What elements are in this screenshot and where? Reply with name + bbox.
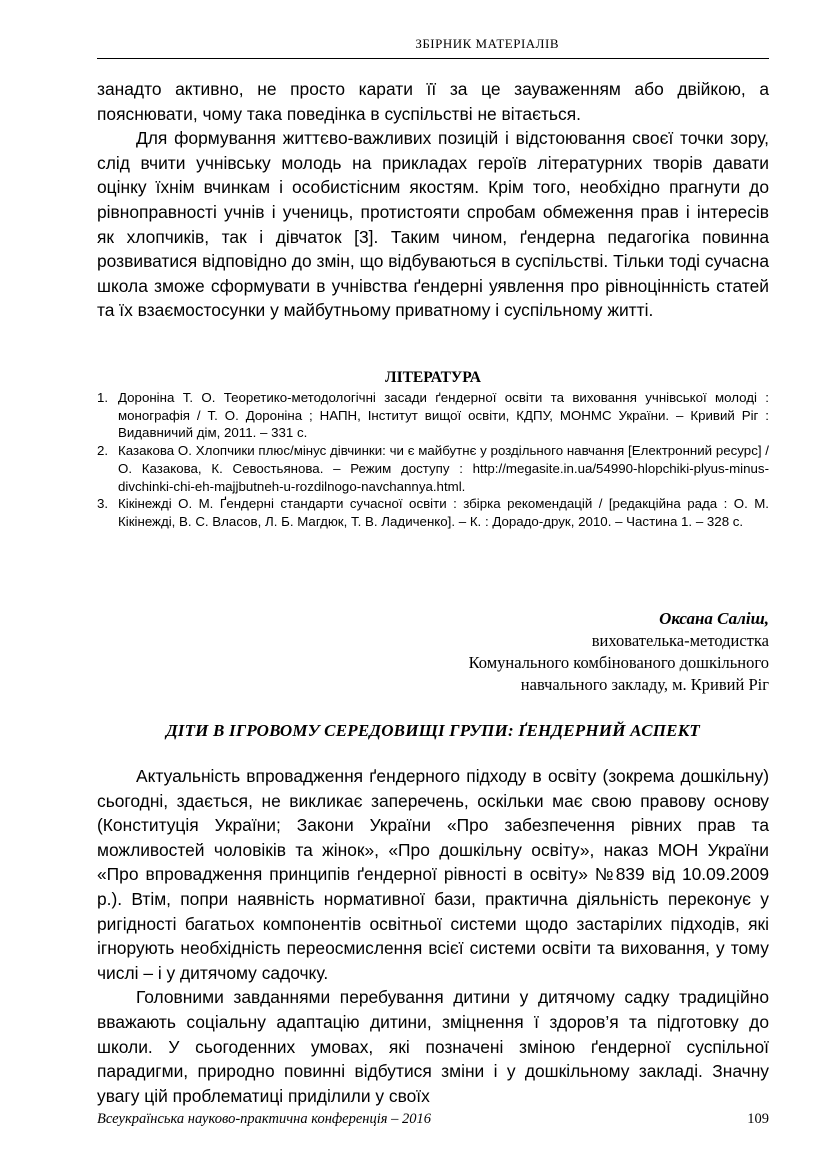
- page-number: 109: [747, 1111, 769, 1127]
- reference-item: [97, 495, 769, 530]
- paragraph: Головними завданнями перебування дитини у дитячому садку традиційно вважають соціальну адаптацію дитини, зміцнення ї здоров’я та підготовку до школи. У сьогоденних умовах, які позначені зміною ґендерної суспільної парадигми, природно повинні відбутися зміни і у дошкільному закладі. Значну увагу цій проблематиці приділили у своїх: [97, 987, 769, 1106]
- author-organization: Комунального комбінованого дошкільного: [468, 653, 769, 672]
- reference-text: Кікінежді О. М. Ґендерні стандарти сучасної освіти : збірка рекомендацій / [редакційна рада : О. М. Кікінежді, В. С. Власов, Л. Б. Магдюк, Т. В. Ладиченко]. – К. : Дорадо-друк, 2010. – Частина 1. – 328 с.: [118, 496, 769, 529]
- running-header: [97, 36, 769, 59]
- article-title: ДІТИ В ІГРОВОМУ СЕРЕДОВИЩІ ГРУПИ: ҐЕНДЕРНИЙ АСПЕКТ: [165, 721, 701, 740]
- reference-item: [97, 442, 769, 495]
- author-organization-city: навчального закладу, м. Кривий Ріг: [520, 675, 769, 694]
- paragraph: занадто активно, не просто карати її за це зауваженням або двійкою, а пояснювати, чому така поведінка в суспільстві не вітається.: [97, 79, 769, 124]
- page-footer: [97, 1111, 769, 1128]
- reference-number: 2.: [97, 443, 109, 459]
- reference-text: Дороніна Т. О. Теоретико-методологічні засади ґендерної освіти та виховання учнівської молоді : монографія / Т. О. Дороніна ; НАПН, Інститут вищої освіти, КДПУ, МОНМС України. – Кривий Ріг : Видавничий дім, 2011. – 331 с.: [118, 390, 769, 441]
- conference-name: Всеукраїнська науково-практична конференція – 2016: [97, 1111, 432, 1127]
- literature-heading: ЛІТЕРАТУРА: [385, 369, 481, 386]
- reference-text: Казакова О. Хлопчики плюс/мінус дівчинки: чи є майбутнє у роздільного навчання [Електронний ресурс] / О. Казакова, К. Севостьянова. – Режим доступу : http://megasite.in.ua/54990-hlopchiki-plyus-minus-divchinki-chi-eh-majjbutneh-u-rozdilnogo-navchannya.html.: [118, 443, 769, 494]
- author-block: [469, 608, 769, 696]
- reference-number: 3.: [97, 496, 109, 512]
- paragraph: Актуальність впровадження ґендерного підходу в освіту (зокрема дошкільну) сьогодні, здається, не викликає заперечень, оскільки має свою правову основу (Конституція України; Закони України «Про забезпечення рівних прав та можливостей чоловіків та жінок», «Про дошкільну освіту», наказ МОН України «Про впровадження принципів ґендерної рівності в освіту» №839 від 10.09.2009 р.). Втім, попри наявність нормативної бази, практична діяльність переконує у ригідності багатьох компонентів освітньої системи щодо застарілих підходів, які ігнорують необхідність переосмислення всієї системи освіти та виховання, у тому числі – і у дитячому садочку.: [97, 766, 769, 983]
- author-position: вихователька-методистка: [591, 631, 769, 650]
- reference-number: 1.: [97, 390, 109, 405]
- reference-item: [97, 389, 769, 442]
- author-name: Оксана Саліш,: [659, 609, 769, 628]
- header-title: ЗБІРНИК МАТЕРІАЛІВ: [415, 36, 559, 51]
- article-body: [97, 764, 769, 1108]
- reference-list: [97, 389, 769, 531]
- intro-text: [97, 77, 769, 323]
- paragraph: Для формування життєво-важливих позицій і відстоювання своєї точки зору, слід вчити учнівську молодь на прикладах героїв літературних творів давати оцінку їхнім вчинкам і особистісним якостям. Крім того, необхідно прагнути до рівноправності учнів і учениць, протистояти спробам обмеження прав і інтересів як хлопчиків, так і дівчаток [3]. Таким чином, ґендерна педагогіка повинна розвиватися відповідно до змін, що відбуваються в суспільстві. Тільки тоді сучасна школа зможе сформувати в учнівства ґендерні уявлення про рівноцінність статей та їх взаємостосунки у майбутньому приватному і суспільному житті.: [97, 128, 769, 321]
